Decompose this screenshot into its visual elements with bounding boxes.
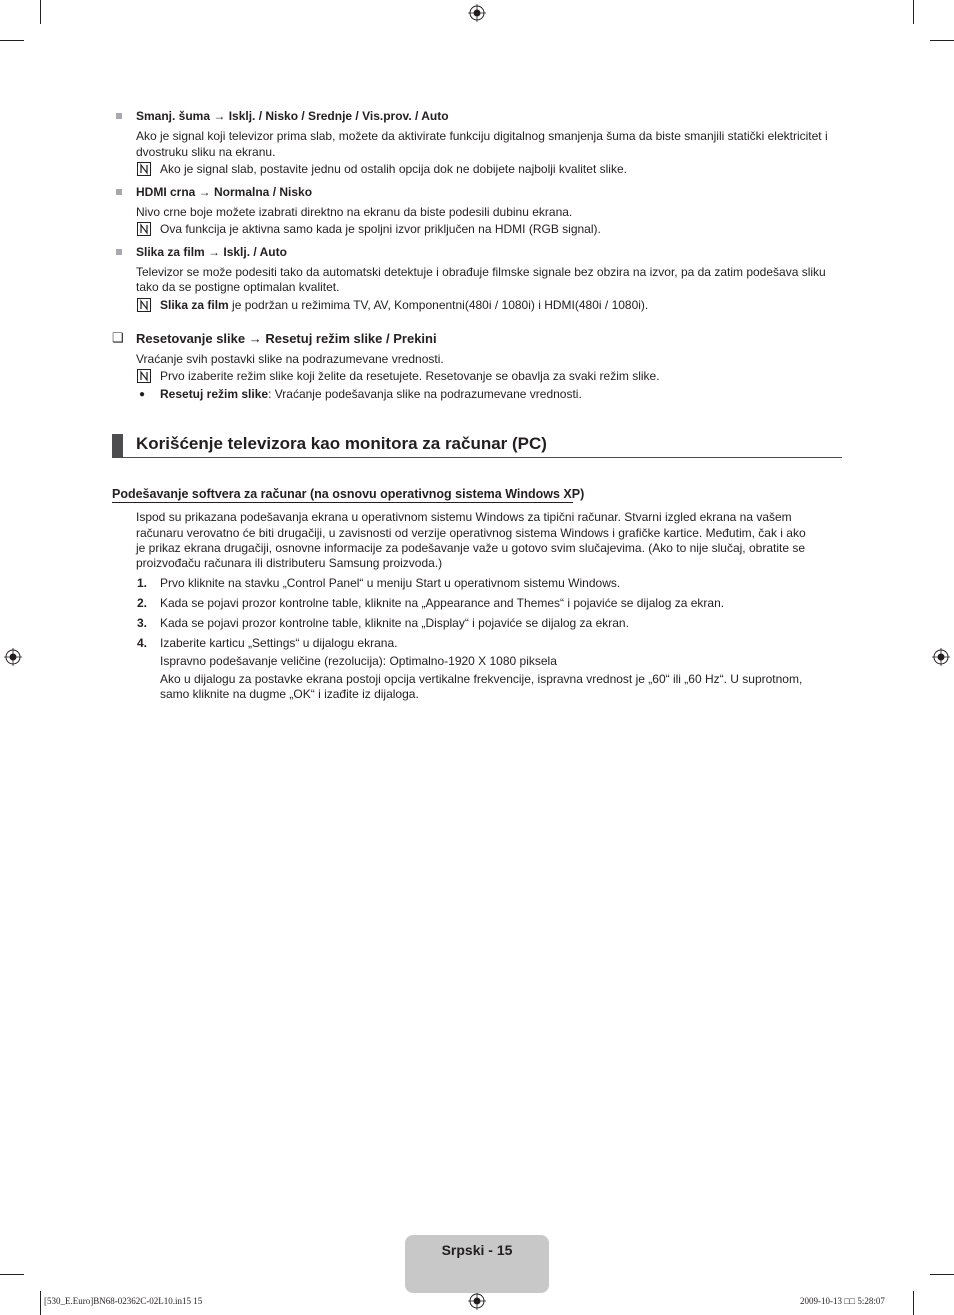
item-title: HDMI crna → Normalna / Nisko xyxy=(136,185,313,199)
intro-line: proizvođaču računara ili distributeru Samsung proizvoda.) xyxy=(136,556,443,570)
square-bullet-icon xyxy=(116,189,122,195)
note-icon xyxy=(137,369,151,383)
step-extra: samo kliknite na dugme „OK“ i izađite iz dijaloga. xyxy=(160,687,419,701)
reset-body: Vraćanje svih postavki slike na podrazumevane vrednosti. xyxy=(136,352,444,366)
crop-mark xyxy=(930,1274,954,1275)
item-body: Televizor se može podesiti tako da automatski detektuje i obrađuje filmske signale bez obzira na izvor, pa da zatim podešava sliku xyxy=(136,265,826,279)
square-bullet-icon xyxy=(116,113,122,119)
registration-mark-icon xyxy=(4,648,22,666)
note-text: Ova funkcija je aktivna samo kada je spoljni izvor priključen na HDMI (RGB signal). xyxy=(160,222,601,236)
page-number: Srpski - 15 xyxy=(441,1242,513,1258)
step-text: Kada se pojavi prozor kontrolne table, kliknite na „Appearance and Themes“ i pojaviće se dijalog za ekran. xyxy=(160,596,725,610)
reset-bullet-text xyxy=(160,387,582,402)
reset-bullet-rest: : Vraćanje podešavanja slike na podrazumevane vrednosti. xyxy=(268,387,582,401)
crop-mark xyxy=(913,1291,914,1315)
item-title: Smanj. šuma → Isklj. / Nisko / Srednje / Vis.prov. / Auto xyxy=(136,109,449,123)
step-text: Izaberite karticu „Settings“ u dijalogu ekrana. xyxy=(160,636,398,650)
note-text: Ako je signal slab, postavite jednu od ostalih opcija dok ne dobijete najbolji kvalitet slike. xyxy=(160,162,627,176)
reset-title: Resetovanje slike → Resetuj režim slike / Prekini xyxy=(136,331,437,346)
note-bold: Slika za film xyxy=(160,298,229,312)
reset-bullet-bold: Resetuj režim slike xyxy=(160,387,269,401)
item-body: Nivo crne boje možete izabrati direktno na ekranu da biste podesili dubinu ekrana. xyxy=(136,205,573,219)
intro-line: računaru verovatno će biti drugačiji, u zavisnosti od verzije operativnog sistema Windows i grafičke kartice. Međutim, čak i ako xyxy=(136,526,806,540)
section-rule xyxy=(112,457,842,458)
note-icon xyxy=(137,222,151,236)
step-extra: Ispravno podešavanje veličine (rezolucija): Optimalno-1920 X 1080 piksela xyxy=(160,654,557,668)
item-body: dvostruku sliku na ekranu. xyxy=(136,145,276,159)
note-text xyxy=(160,298,648,313)
section-bar xyxy=(112,434,123,458)
crop-mark xyxy=(0,40,24,41)
round-bullet-icon: ● xyxy=(139,389,146,400)
step-extra: Ako u dijalogu za postavke ekrana postoji opcija vertikalne frekvencije, ispravna vrednost je „60“ ili „60 Hz“. U suprotnom, xyxy=(160,672,803,686)
print-slug-right: 2009-10-13 □□ 5:28:07 xyxy=(800,1296,885,1306)
step-number: 1. xyxy=(137,576,148,590)
step-text: Prvo kliknite na stavku „Control Panel“ u meniju Start u operativnom sistemu Windows. xyxy=(160,576,621,590)
crop-mark xyxy=(913,0,914,24)
crop-mark xyxy=(40,1291,41,1315)
step-number: 3. xyxy=(137,616,148,630)
item-body: Ako je signal koji televizor prima slab, možete da aktivirate funkciju digitalnog smanjenja šuma da biste smanjili statički elektricitet i xyxy=(136,129,828,143)
square-bullet-icon xyxy=(116,249,122,255)
item-title: Slika za film → Isklj. / Auto xyxy=(136,245,287,259)
crop-mark xyxy=(40,0,41,24)
intro-line: je prikaz ekrana drugačiji, osnovne informacije za podešavanje važe u gotovo svim slučajevima. (Ako to nije slučaj, obratite se xyxy=(136,541,806,555)
registration-mark-icon xyxy=(468,4,486,22)
checkbox-icon: ❑ xyxy=(112,330,124,345)
note-text: Prvo izaberite režim slike koji želite da resetujete. Resetovanje se obavlja za svaki režim slike. xyxy=(160,369,660,383)
registration-mark-icon xyxy=(468,1292,486,1310)
subheading: Podešavanje softvera za računar (na osnovu operativnog sistema Windows XP) xyxy=(112,487,585,501)
step-number: 2. xyxy=(137,596,148,610)
subheading-underline xyxy=(112,502,573,503)
item-body: tako da se postigne optimalan kvalitet. xyxy=(136,280,340,294)
crop-mark xyxy=(0,1274,24,1275)
crop-mark xyxy=(930,40,954,41)
note-icon xyxy=(137,298,151,312)
intro-line: Ispod su prikazana podešavanja ekrana u operativnom sistemu Windows za tipični računar. Stvarni izgled ekrana na vašem xyxy=(136,510,792,524)
note-icon xyxy=(137,162,151,176)
registration-mark-icon xyxy=(932,648,950,666)
print-slug-left: [530_E.Euro]BN68-02362C-02L10.in15 15 xyxy=(44,1296,203,1306)
step-number: 4. xyxy=(137,636,148,650)
step-text: Kada se pojavi prozor kontrolne table, kliknite na „Display“ i pojaviće se dijalog za ekran. xyxy=(160,616,629,630)
section-heading: Korišćenje televizora kao monitora za računar (PC) xyxy=(136,434,547,453)
note-rest: je podržan u režimima TV, AV, Komponentni(480i / 1080i) i HDMI(480i / 1080i). xyxy=(228,298,649,312)
